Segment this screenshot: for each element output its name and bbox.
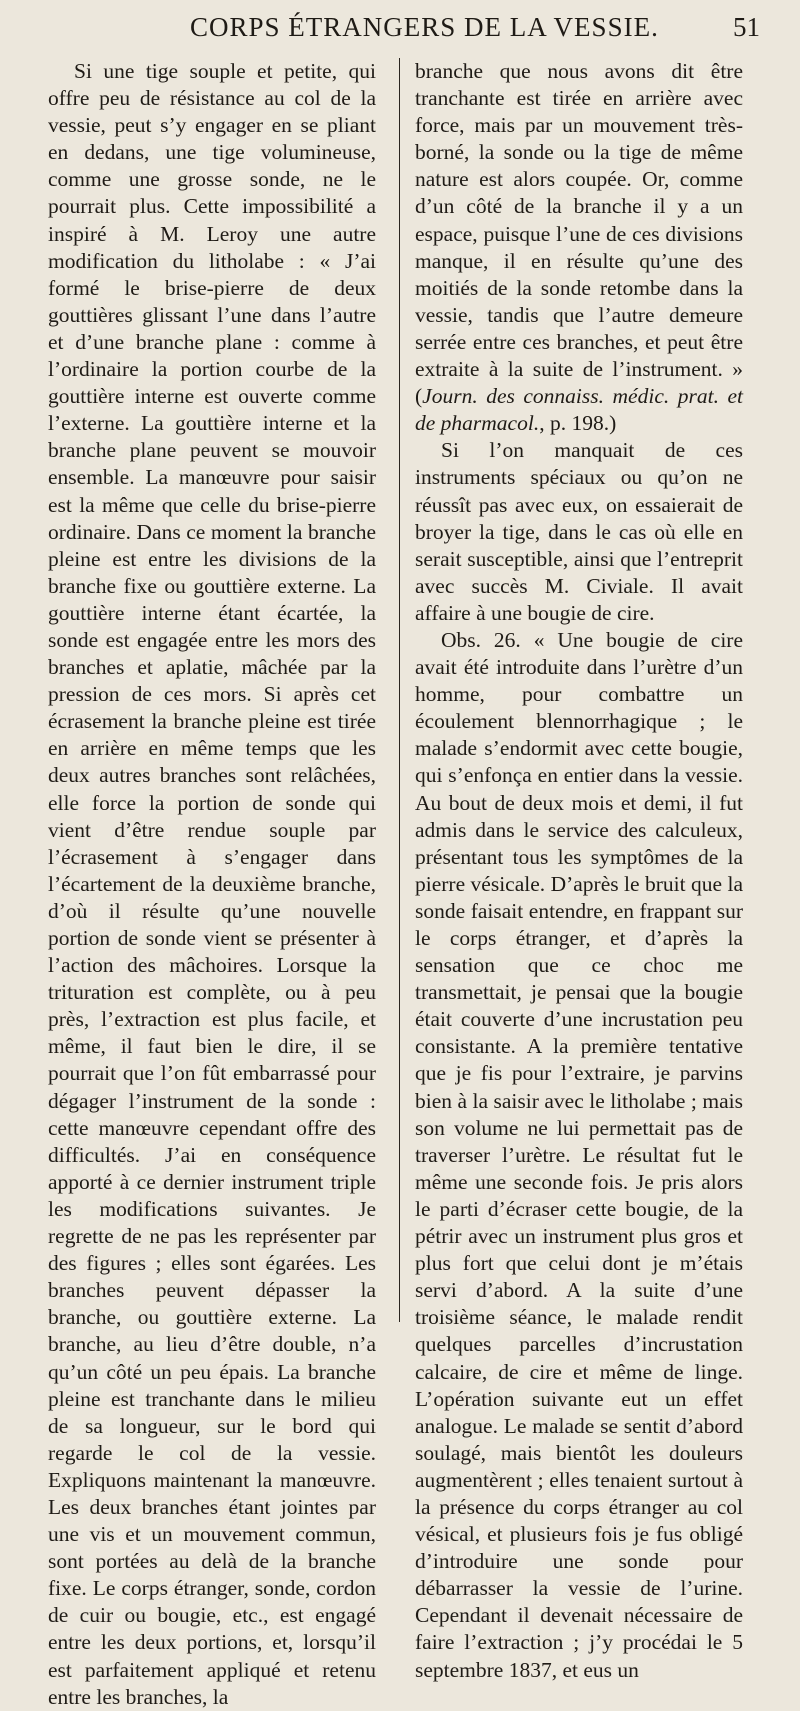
running-title: CORPS ÉTRANGERS DE LA VESSIE.: [190, 12, 659, 42]
right-paragraph-1-text: branche que nous avons dit être tranchante est tirée en arrière avec force, mais par un mouvement très-borné, la sonde ou la tige de même nature est alors coupée. Or, comme d’un côté de la branche il y a un espace, puisque l’une de ces divisions manque, il en résulte qu’une des moitiés de la sonde retombe dans la vessie, tandis que l’autre demeure serrée entre ces branches, et peut être extraite à la suite de l’instrument. » (: [415, 59, 743, 409]
right-paragraph-1: [415, 58, 743, 437]
left-paragraph-1: [48, 58, 376, 1711]
right-paragraph-2-text: Si l’on manquait de ces instruments spéciaux ou qu’on ne réussît pas avec eux, on essaierait de broyer la tige, dans le cas où elle en serait susceptible, ainsi que l’entreprit avec succès M. Civiale. Il avait affaire à une bougie de cire.: [415, 438, 743, 625]
left-column: [48, 58, 376, 1711]
page-number: 51: [733, 12, 760, 42]
right-paragraph-2: [415, 437, 743, 627]
column-divider: [399, 58, 400, 1322]
journal-citation: Journ. des connaiss. médic. prat. et de pharmacol.: [415, 384, 743, 436]
citation-tail: , p. 198.): [539, 411, 617, 436]
right-paragraph-3-text: Obs. 26. « Une bougie de cire avait été introduite dans l’urètre d’un homme, pour combattre un écoulement blennorrhagique ; le malade s’endormit avec cette bougie, qui s’enfonça en entier dans la vessie. Au bout de deux mois et demi, il fut admis dans le service des calculeux, présentant tous les symptômes de la pierre vésicale. D’après le bruit que la sonde faisait entendre, en frappant sur le corps étranger, et d’après la sensation que ce choc me transmettait, je pensai que la bougie était couverte d’une incrustation peu consistante. A la première tentative que je fis pour l’extraire, je parvins bien à la saisir avec le litholabe ; mais son volume ne lui permettait pas de traverser l’urètre. Le résultat fut le même une seconde fois. Je pris alors le parti d’écraser cette bougie, de la pétrir avec un instrument plus gros et plus fort que celui dont je m’étais servi d’abord. A la suite d’une troisième séance, le malade rendit quelques parcelles d’incrustation calcaire, de cire et même de linge. L’opération suivante eut un effet analogue. Le malade se sentit d’abord soulagé, mais bientôt les douleurs augmentèrent ; elles tenaient surtout à la présence du corps étranger au col vésical, et plusieurs fois je fus obligé d’introduire une sonde pour débarrasser la vessie de l’urine. Cependant il devenait nécessaire de faire l’extraction ; j’y procédai le 5 septembre 1837, et eus un: [415, 627, 743, 1682]
page-header: [0, 6, 800, 50]
left-paragraph-1-text: Si une tige souple et petite, qui offre peu de résistance au col de la vessie, peut s’y engager en se pliant en dedans, une tige volumineuse, comme une grosse sonde, ne le pourrait plus. Cette impossibilité a inspiré à M. Leroy une autre modification du litholabe : « J’ai formé le brise-pierre de deux gouttières glissant l’une dans l’autre et d’une branche plane : comme à l’ordinaire la portion courbe de la gouttière interne est ouverte comme l’externe. La gouttière interne et la branche plane peuvent se mouvoir ensemble. La manœuvre pour saisir est la même que celle du brise-pierre ordinaire. Dans ce moment la branche pleine est entre les divisions de la branche fixe ou gouttière externe. La gouttière interne étant écartée, la sonde est engagée entre les mors des branches et aplatie, mâchée par la pression de ces mors. Si après cet écrasement la branche pleine est tirée en arrière en même temps que les deux autres branches sont relâchées, elle force la portion de sonde qui vient d’être rendue souple par l’écrasement à s’engager dans l’écartement de la deuxième branche, d’où il résulte qu’une nouvelle portion de sonde vient se présenter à l’action des mâchoires. Lorsque la trituration est complète, ou à peu près, l’extraction est plus facile, et même, il faut bien le dire, il se pourrait que l’on fût embarrassé pour dégager l’instrument de la sonde : cette manœuvre cependant offre des difficultés. J’ai en conséquence apporté à ce dernier instrument triple les modifications suivantes. Je regrette de ne pas les représenter par des figures ; elles sont égarées. Les branches peuvent dépasser la branche, ou gouttière externe. La branche, au lieu d’être double, n’a qu’un côté un peu épais. La branche pleine est tranchante dans le milieu de sa longueur, sur le bord qui regarde le col de la vessie. Expliquons maintenant la manœuvre. Les deux branches étant jointes par une vis et un mouvement commun, sont portées au delà de la branche fixe. Le corps étranger, sonde, cordon de cuir ou bougie, etc., est engagé entre les deux portions, et, lorsqu’il est parfaitement appliqué et retenu entre les branches, la: [48, 59, 376, 1709]
right-column: [415, 58, 743, 1684]
right-paragraph-3: [415, 627, 743, 1684]
